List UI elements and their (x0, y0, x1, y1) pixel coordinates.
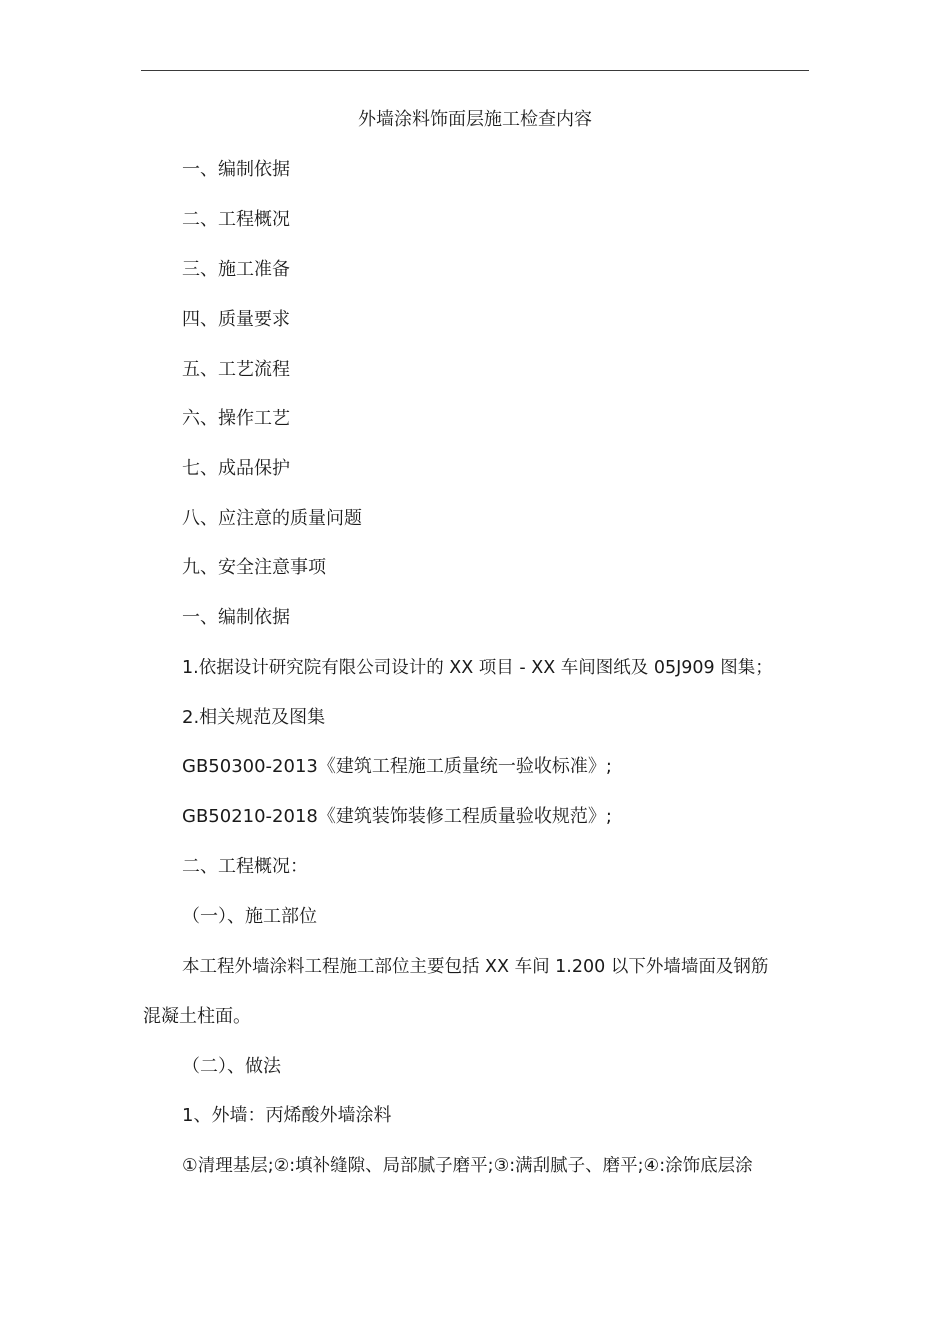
toc-item-4: 四、质量要求 (182, 309, 290, 330)
basis-item-1: 1.依据设计研究院有限公司设计的 XX 项目 - XX 车间图纸及 05J909 图集； (182, 658, 773, 678)
standard-1: GB50300-2013《建筑工程施工质量统一验收标准》; (182, 756, 612, 777)
toc-item-5: 五、工艺流程 (182, 359, 290, 380)
basis-item-2: 2.相关规范及图集 (182, 707, 326, 728)
location-paragraph-line-2: 混凝土柱面。 (143, 1006, 251, 1027)
subheading-location: （一）、施工部位 (182, 906, 317, 927)
toc-item-7: 七、成品保护 (182, 458, 290, 479)
method-item-1: 1、外墙：丙烯酸外墙涂料 (182, 1105, 392, 1126)
subheading-method: （二）、做法 (182, 1056, 281, 1077)
toc-item-6: 六、操作工艺 (182, 408, 290, 429)
toc-item-9: 九、安全注意事项 (182, 557, 326, 578)
section-heading-basis: 一、编制依据 (182, 607, 290, 628)
standard-2: GB50210-2018《建筑装饰装修工程质量验收规范》; (182, 806, 612, 827)
toc-item-2: 二、工程概况 (182, 209, 290, 230)
toc-item-3: 三、施工准备 (182, 259, 290, 280)
location-paragraph-line-1: 本工程外墙涂料工程施工部位主要包括 XX 车间 1.200 以下外墙墙面及钢筋 (182, 957, 769, 977)
toc-item-1: 一、编制依据 (182, 159, 290, 180)
section-heading-overview: 二、工程概况： (182, 856, 308, 877)
document-title: 外墙涂料饰面层施工检查内容 (358, 109, 592, 130)
method-steps: ①清理基层;②:填补缝隙、局部腻子磨平;③:满刮腻子、磨平;④:涂饰底层涂 (182, 1156, 753, 1176)
header-rule (141, 70, 809, 71)
toc-item-8: 八、应注意的质量问题 (182, 508, 362, 529)
